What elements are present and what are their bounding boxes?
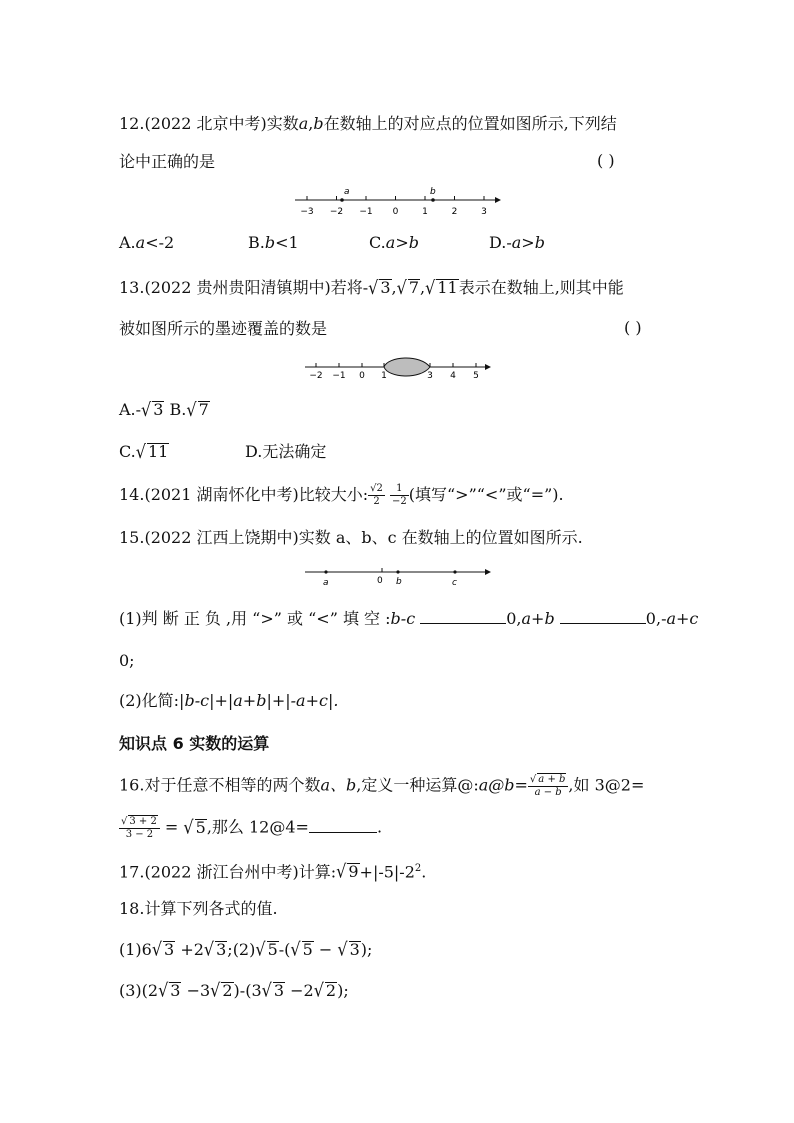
q13-tick-label: −2 xyxy=(309,371,323,381)
q13-tick-label: −1 xyxy=(332,371,346,381)
q13-number-line xyxy=(300,352,495,382)
q15-line1: 15.(2022 江西上饶期中)实数 a、b、c 在数轴上的位置如图所示. xyxy=(119,528,583,547)
q15-label-0: 0 xyxy=(377,576,383,586)
q15-part1-end: 0; xyxy=(119,651,135,670)
q13-option-c: C.√ 11 xyxy=(119,440,169,463)
q13-tick-label: 4 xyxy=(450,371,456,381)
q15-label-b: b xyxy=(396,577,402,587)
q12-line1: 12.(2022 北京中考)实数a,b在数轴上的对应点的位置如图所示,下列结 xyxy=(119,114,617,133)
q12-option-c: C.a>b xyxy=(369,233,419,252)
q13-options-ab: A.-√ 3 B.√ 7 xyxy=(119,398,209,421)
q15-part2: (2)化简:|b-c|+|a+b|+|-a+c|. xyxy=(119,691,339,710)
q16-line2: $\frac{√ 3 + 2}{3 - 2}$ = √ 5,那么 12@4= . xyxy=(121,816,383,840)
q12-number-line xyxy=(290,184,505,218)
q12-tick-label: −3 xyxy=(300,207,314,217)
q13-tick-label: 0 xyxy=(359,371,365,381)
q13-line1: 13.(2022 贵州贵阳清镇期中)若将-√ 3,√ 7,√ 11表示在数轴上,则其中能 xyxy=(119,276,624,299)
q12-option-b: B.b<1 xyxy=(248,233,299,252)
q13-line2: 被如图所示的墨迹覆盖的数是 xyxy=(119,319,328,338)
q16-line1: 16.对于任意不相等的两个数a、b,定义一种运算@:a@b= $\frac{√ a + b}{a - b}$ ,如 3@2= xyxy=(119,774,645,798)
q18-title: 18.计算下列各式的值. xyxy=(119,899,278,918)
q12-answer-paren: ( ) xyxy=(597,151,615,170)
q12-option-a: A.a<-2 xyxy=(119,233,175,252)
q13-option-d: D.无法确定 xyxy=(245,442,327,461)
q18-line2: (3)(2√ 3 −3√ 2)-(3√ 3 −2√ 2); xyxy=(119,979,349,1002)
q12-option-d: D.-a>b xyxy=(489,233,545,252)
q18-line1: (1)6√ 3 +2√ 3;(2)√ 5-(√ 5 − √ 3); xyxy=(119,938,373,961)
q12-tick-label: −1 xyxy=(359,207,373,217)
answer-blank[interactable] xyxy=(309,832,377,833)
q13-tick-label: 1 xyxy=(381,371,387,381)
q17-line: 17.(2022 浙江台州中考)计算:√ $9+|-5|-2^2$. xyxy=(119,860,427,883)
q14-line: 14.(2021 湖南怀化中考)比较大小: $\frac{√2}{2}$ $\frac{1}{-2}$ (填写“>”“<”或“=”). xyxy=(119,483,564,507)
q12-tick-label: 3 xyxy=(481,207,487,217)
q15-number-line xyxy=(300,562,495,590)
q12-point-a: a xyxy=(344,187,350,197)
q13-tick-label: 5 xyxy=(473,371,479,381)
q15-part1: (1)判 断 正 负 ,用 “>” 或 “<” 填 空 :b-c 0,a+b 0,-a+c xyxy=(119,609,699,628)
q12-point-b: b xyxy=(430,187,436,197)
answer-blank[interactable] xyxy=(420,623,506,624)
answer-blank[interactable] xyxy=(560,623,646,624)
q15-label-a: a xyxy=(323,578,329,588)
section-title: 知识点 6 实数的运算 xyxy=(119,734,270,753)
q12-tick-label: 2 xyxy=(451,207,458,217)
q13-tick-label: 3 xyxy=(427,371,433,381)
q12-tick-label: −2 xyxy=(329,207,344,217)
ink-blot xyxy=(384,358,430,376)
q13-answer-paren: ( ) xyxy=(624,318,642,337)
q12-line2: 论中正确的是 xyxy=(119,152,216,171)
q12-tick-label: 0 xyxy=(392,207,399,217)
q12-tick-label: 1 xyxy=(422,207,428,217)
q15-label-c: c xyxy=(452,578,457,588)
